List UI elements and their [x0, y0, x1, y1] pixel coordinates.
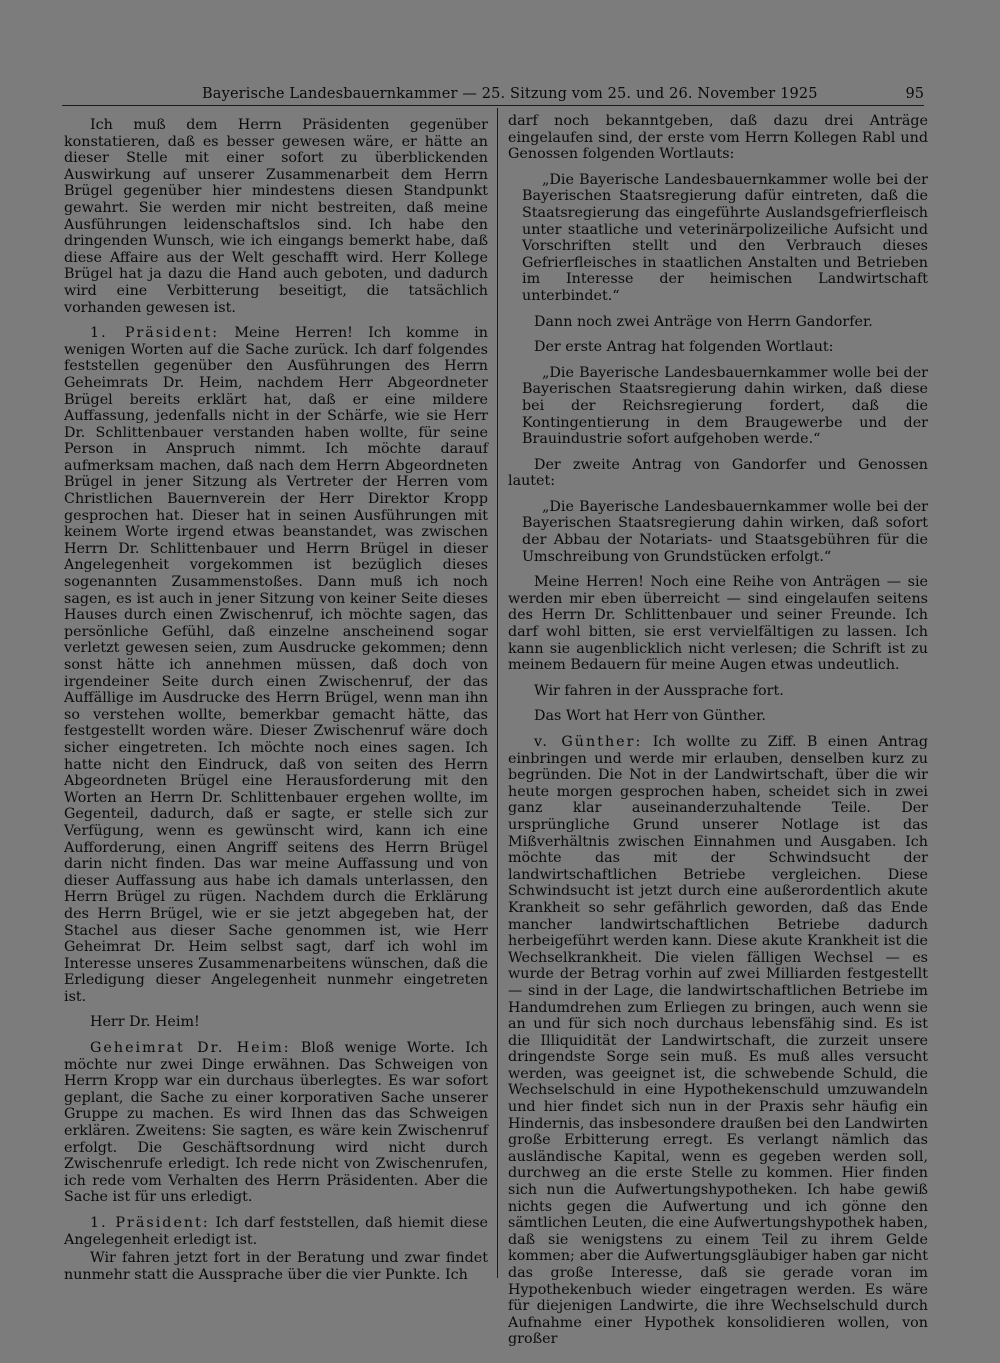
speaker-name: Geheimrat Dr. Heim: — [90, 1040, 291, 1057]
running-header — [62, 84, 924, 106]
motion-quote: „Die Bayerische Landesbauernkammer wolle bei der Bayerischen Staatsregierung dahin wirken, daß sofort der Abbau der Notariats- und Staatsgebühren für die Umschreibung von Grundstücken erfolgt.“ — [522, 498, 928, 565]
header-title: Bayerische Landesbauernkammer — 25. Sitzung vom 25. und 26. November 1925 — [202, 86, 818, 102]
paragraph: darf noch bekanntgeben, daß dazu drei Anträge eingelaufen sind, der erste vom Herrn Kollegen Rabl und Genossen folgenden Wortlauts: — [508, 113, 928, 163]
paragraph: Wir fahren in der Aussprache fort. — [534, 682, 784, 699]
paragraph: Dann noch zwei Anträge von Herrn Gandorfer. — [534, 313, 873, 330]
right-column — [508, 113, 928, 1357]
speaker-name: 1. Präsident: — [90, 325, 220, 342]
page-number: 95 — [905, 86, 924, 102]
paragraph: Meine Herren! Noch eine Reihe von Anträgen — sie werden mir eben überreicht — sind eingelaufen seitens des Herrn Dr. Schlittenbauer und seiner Freunde. Ich darf wohl bitten, sie erst vervielfältigen zu lassen. Ich kann sie augenblicklich nicht verlesen; die Schrift ist zu meinem Bedauern für meine Augen etwas undeutlich. — [508, 574, 928, 674]
paragraph: Das Wort hat Herr von Günther. — [534, 708, 766, 725]
column-divider — [497, 108, 498, 1278]
paragraph: v. Günther: Ich wollte zu Ziff. B einen Antrag einbringen und werde mir erlauben, denselben kurz zu begründen. Die Not in der Landwirtschaft, über die wir heute morgen gesprochen haben, scheidet sich in zwei ganz klar auseinanderzuhaltende Teile. Der ursprüngliche Grund unserer Notlage ist das Mißverhältnis zwischen Einnahmen und Ausgaben. Ich möchte das mit der Schwindsucht der landwirtschaftlichen Betriebe vergleichen. Diese Schwindsucht ist jetzt durch eine außerordentlich akute Krankheit so sehr gefährlich geworden, daß das Ende mancher landwirtschaftlichen Betriebe dadurch herbeigeführt werden kann. Diese akute Krankheit ist die Wechselkrankheit. Die vielen fälligen Wechsel — es wurde der Betrag vorhin auf zwei Milliarden festgestellt — sind in der Lage, die landwirtschaftlichen Betriebe im Handumdrehen zum Erliegen zu bringen, auch wenn sie an und für sich noch durchaus lebensfähig sind. Es ist die Illiquidität der Landwirtschaft, die zurzeit unsere dringendste Sorge sein muß. Es muß alles versucht werden, was geeignet ist, die schwebende Schuld, die Wechselschuld in eine Hypothekenschuld umzuwandeln und hier findet sich nun in der Praxis sehr häufig ein Hindernis, das insbesondere draußen bei den Landwirten große Erbitterung erregt. Es verlangt nämlich das ausländische Kapital, wenn es gegeben werden soll, durchweg an die erste Stelle zu kommen. Hier finden sich nun die Aufwertungshypotheken. Ich habe gewiß nichts gegen die Aufwertung und ich gönne den sämtlichen Leuten, die eine Aufwertungshypothek haben, daß sie wenigstens zu einem Teil zu ihrem Gelde kommen; aber die Aufwertungsgläubiger haben gar nicht das große Interesse, daß sie gerade voran im Hypothekenbuch wieder eingetragen werden. Es wäre für diejenigen Landwirte, die ihre Wechselschuld durch Aufnahme einer Hypothek konsolidieren wollen, von großer — [508, 734, 929, 1348]
paragraph: Geheimrat Dr. Heim: Bloß wenige Worte. Ich möchte nur zwei Dinge erwähnen. Das Schweigen von Herrn Kropp war ein durchaus überlegtes. Es war sofort geplant, die Sache zu einer korporativen Sache unserer Gruppe zu machen. Es wird Ihnen das das Schweigen erklären. Zweitens: Sie sagten, es wäre kein Zwischenruf erfolgt. Die Geschäftsordnung wird nicht durch Zwischenrufe erledigt. Ich rede nicht von Zwischenrufen, ich rede vom Verhalten des Herrn Präsidenten. Aber die Sache ist für uns erledigt. — [64, 1040, 488, 1206]
paragraph: Der zweite Antrag von Gandorfer und Genossen lautet: — [508, 456, 928, 490]
paragraph: Der erste Antrag hat folgenden Wortlaut: — [534, 339, 834, 356]
speaker-name: 1. Präsident: — [90, 1215, 210, 1231]
paragraph: Herr Dr. Heim! — [90, 1014, 200, 1031]
left-column — [64, 117, 488, 1292]
motion-quote: „Die Bayerische Landesbauernkammer wolle bei der Bayerischen Staatsregierung dahin wirken, daß diese bei der Reichsregierung fordert, daß die Kontingentierung in dem Braugewerbe und der Brauindustrie sofort aufgehoben werde.“ — [522, 364, 928, 448]
motion-quote: „Die Bayerische Landesbauernkammer wolle bei der Bayerischen Staatsregierung dafür eintreten, daß die Staatsregierung das eingeführte Auslandsgefrierfleisch unter staatliche und veterinärpolizeiliche Aufsicht und Vorschriften stellt und den Verbrauch dieses Gefrierfleisches in staatlichen Anstalten und Betrieben im Interesse der heimischen Landwirtschaft unterbindet.“ — [522, 171, 928, 304]
paragraph: 1. Präsident: Meine Herren! Ich komme in wenigen Worten auf die Sache zurück. Ich darf folgendes feststellen gegenüber den Ausführungen des Herrn Geheimrats Dr. Heim, nachdem Herr Abgeordneter Brügel bereits erklärt hat, daß er eine mildere Auffassung, jedenfalls nicht in der Schärfe, wie sie Herr Dr. Schlittenbauer verstanden haben wollte, für seine Person in Anspruch nimmt. Ich möchte darauf aufmerksam machen, daß nach dem Herrn Abgeordneten Brügel in jener Sitzung als Vertreter der Herren vom Christlichen Bauernverein der Herr Direktor Kropp gesprochen hat. Dieser hat in seinen Ausführungen mit keinem Worte irgend etwas beanstandet, was zwischen Herrn Dr. Schlittenbauer und Herrn Brügel in dieser Angelegenheit vorgekommen ist bezüglich dieses sogenannten Zusammenstoßes. Dann muß ich noch sagen, es ist auch in jener Sitzung von keiner Seite dieses Hauses durch einen Zwischenruf, ich möchte sagen, das persönliche Gefühl, daß einzelne anscheinend sogar verletzt gewesen seien, zum Ausdrucke gekommen; denn sonst hätte ich annehmen müssen, daß doch von irgendeiner Seite durch einen Zwischenruf, der das Auffällige im Ausdrucke des Herrn Brügel, wenn man ihn so verstehen wollte, bemerkbar gemacht hätte, das festgestellt worden wäre. Dieser Zwischenruf wäre doch sicher eingetreten. Ich möchte noch eines sagen. Ich hatte nicht den Eindruck, daß von seiten des Herrn Abgeordneten Brügel eine Herausforderung mit den Worten an Herrn Dr. Schlittenbauer ergehen wollte, im Gegenteil, dadurch, daß er sagte, er stelle sich zur Verfügung, wenn es gewünscht wird, kann ich eine Aufforderung, einen Angriff seitens des Herrn Brügel darin nicht finden. Das war meine Auffassung und von dieser Auffassung aus habe ich damals unterlassen, den Herrn Brügel zu rügen. Nachdem durch die Erklärung des Herrn Brügel, wie er sie jetzt abgegeben hat, der Stachel aus dieser Sache genommen ist, wie Herr Geheimrat Dr. Heim selbst sagt, darf ich wohl im Interesse unseres Zusammenarbeitens wünschen, daß die Erledigung dieser Angelegenheit nunmehr eingetreten ist. — [64, 325, 488, 1005]
paragraph: Ich muß dem Herrn Präsidenten gegenüber konstatieren, daß es besser gewesen wäre, er hätte an dieser Stelle mit einer sofort zu überblickenden Auswirkung auf unserer Zusammenarbeit dem Herrn Brügel gegenüber hier mindestens diesen Standpunkt gewahrt. Sie werden mir nicht bestreiten, daß meine Ausführungen leidenschaftslos sind. Ich habe den dringenden Wunsch, wie ich eingangs bemerkt habe, daß diese Affaire aus der Welt geschafft wird. Herr Kollege Brügel hat ja dazu die Hand auch geboten, und dadurch wird eine Verbitterung beseitigt, die tatsächlich vorhanden gewesen ist. — [64, 117, 488, 316]
header-rule — [62, 105, 924, 106]
paragraph: Wir fahren jetzt fort in der Beratung und zwar findet nunmehr statt die Aussprache über die vier Punkte. Ich — [64, 1250, 488, 1283]
speaker-name: v. Günther: — [534, 734, 643, 750]
paragraph: 1. Präsident: Ich darf feststellen, daß hiemit diese Angelegenheit erledigt ist. — [64, 1215, 488, 1248]
